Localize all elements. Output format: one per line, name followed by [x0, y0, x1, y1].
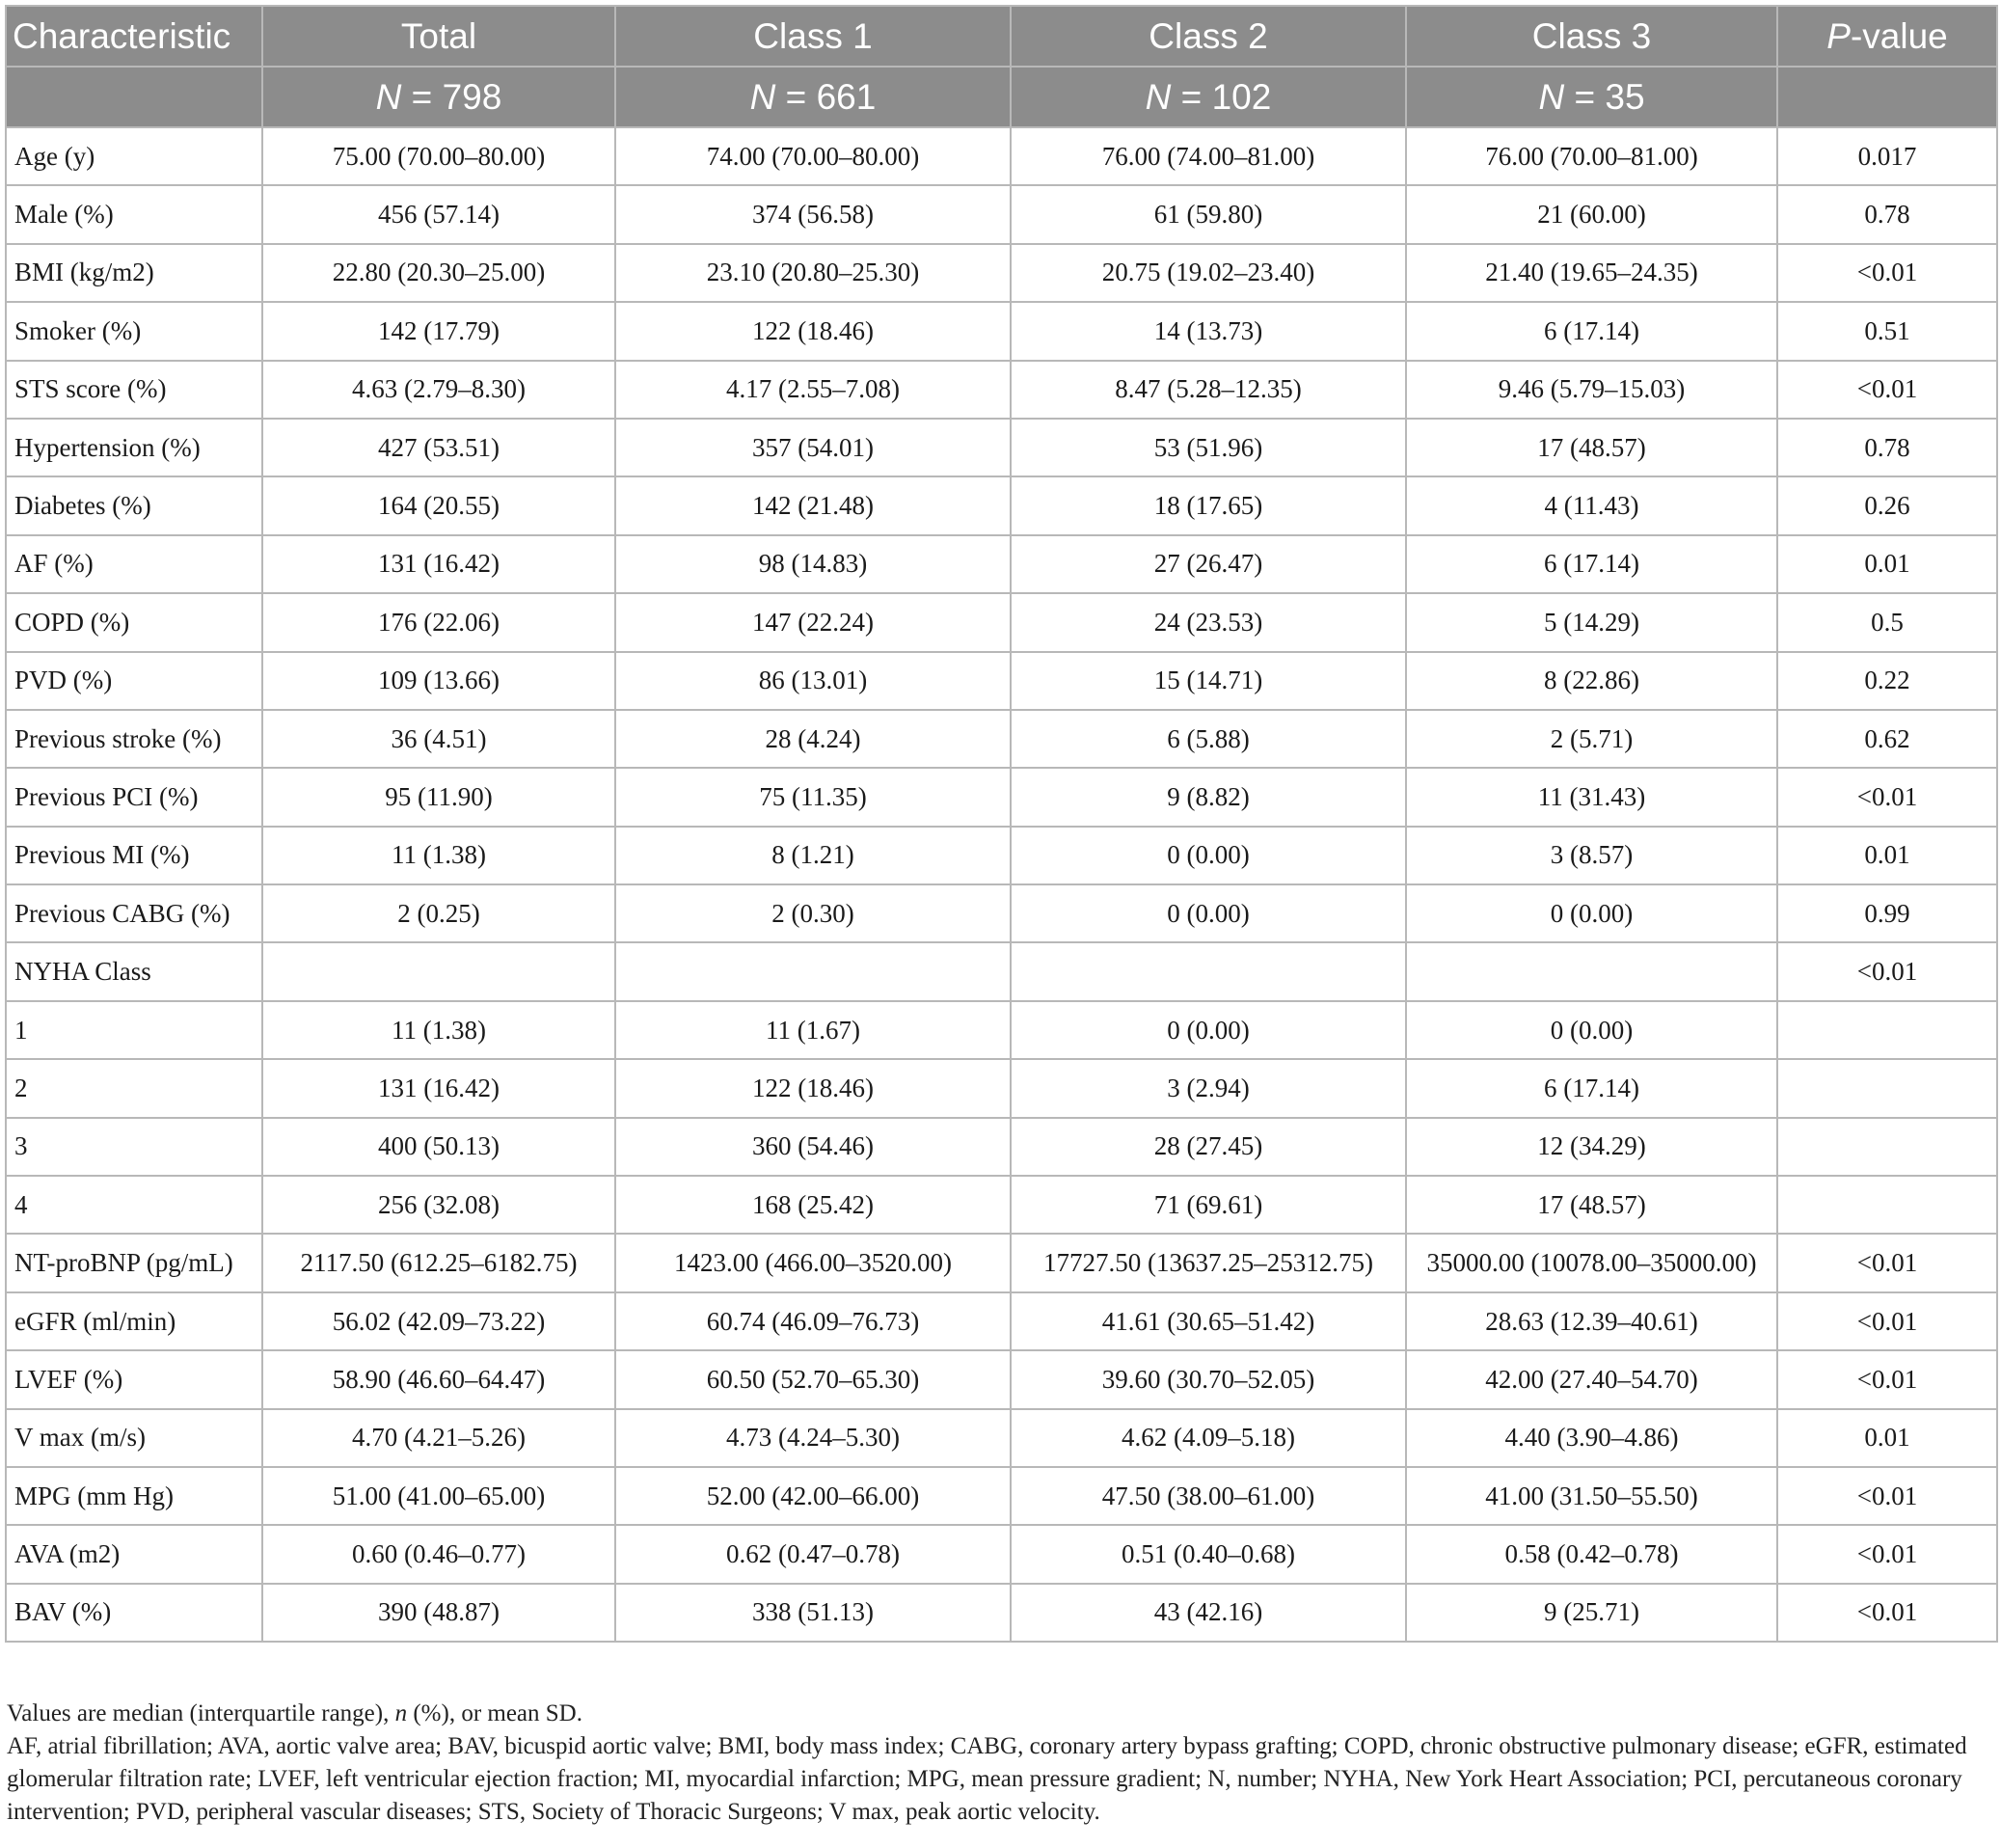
cell-class-3: 4.40 (3.90–4.86)	[1406, 1409, 1777, 1467]
cell-p-value: <0.01	[1777, 1292, 1997, 1350]
cell-total: 142 (17.79)	[262, 302, 615, 360]
row-label: NYHA Class	[6, 942, 262, 1000]
cell-class-2: 8.47 (5.28–12.35)	[1011, 361, 1406, 419]
row-label: AVA (m2)	[6, 1525, 262, 1583]
cell-class-3: 0 (0.00)	[1406, 884, 1777, 942]
cell-p-value: 0.78	[1777, 419, 1997, 476]
cell-total: 11 (1.38)	[262, 827, 615, 884]
table-row	[6, 1409, 1997, 1467]
cell-class-3: 11 (31.43)	[1406, 768, 1777, 826]
cell-class-2: 0.51 (0.40–0.68)	[1011, 1525, 1406, 1583]
row-label: 1	[6, 1001, 262, 1059]
cell-total: 2 (0.25)	[262, 884, 615, 942]
cell-total: 11 (1.38)	[262, 1001, 615, 1059]
cell-total: 51.00 (41.00–65.00)	[262, 1467, 615, 1525]
cell-total: 0.60 (0.46–0.77)	[262, 1525, 615, 1583]
cell-p-value: 0.01	[1777, 535, 1997, 593]
cell-class-1: 4.73 (4.24–5.30)	[615, 1409, 1011, 1467]
cell-class-2: 6 (5.88)	[1011, 710, 1406, 768]
sample-size-empty	[6, 67, 262, 127]
sample-size-p-empty	[1777, 67, 1997, 127]
cell-class-3: 17 (48.57)	[1406, 419, 1777, 476]
cell-class-1: 374 (56.58)	[615, 185, 1011, 243]
footnote-values: Values are median (interquartile range), n (%), or mean SD.	[7, 1700, 582, 1726]
cell-p-value: 0.62	[1777, 710, 1997, 768]
table-row	[6, 185, 1997, 243]
table-body	[6, 127, 1997, 1642]
cell-p-value: 0.78	[1777, 185, 1997, 243]
table-row	[6, 827, 1997, 884]
cell-total: 22.80 (20.30–25.00)	[262, 244, 615, 302]
cell-class-3: 3 (8.57)	[1406, 827, 1777, 884]
cell-class-3: 21.40 (19.65–24.35)	[1406, 244, 1777, 302]
cell-class-2: 4.62 (4.09–5.18)	[1011, 1409, 1406, 1467]
cell-class-1: 122 (18.46)	[615, 1059, 1011, 1117]
row-label: Diabetes (%)	[6, 476, 262, 534]
cell-class-2: 0 (0.00)	[1011, 884, 1406, 942]
header-class-1: Class 1	[615, 6, 1011, 67]
cell-class-2: 14 (13.73)	[1011, 302, 1406, 360]
cell-class-3: 2 (5.71)	[1406, 710, 1777, 768]
cell-class-3: 28.63 (12.39–40.61)	[1406, 1292, 1777, 1350]
cell-class-2: 28 (27.45)	[1011, 1118, 1406, 1176]
cell-total: 390 (48.87)	[262, 1584, 615, 1642]
cell-class-1: 60.74 (46.09–76.73)	[615, 1292, 1011, 1350]
header-characteristic: Characteristic	[6, 6, 262, 67]
table-row	[6, 476, 1997, 534]
cell-total: 75.00 (70.00–80.00)	[262, 127, 615, 185]
cell-total: 131 (16.42)	[262, 535, 615, 593]
cell-total: 95 (11.90)	[262, 768, 615, 826]
cell-p-value: <0.01	[1777, 1584, 1997, 1642]
table-row	[6, 1118, 1997, 1176]
cell-class-2: 76.00 (74.00–81.00)	[1011, 127, 1406, 185]
row-label: BMI (kg/m2)	[6, 244, 262, 302]
cell-p-value: 0.017	[1777, 127, 1997, 185]
table-row	[6, 302, 1997, 360]
cell-total: 164 (20.55)	[262, 476, 615, 534]
row-label: NT-proBNP (pg/mL)	[6, 1234, 262, 1291]
cell-class-1: 1423.00 (466.00–3520.00)	[615, 1234, 1011, 1291]
table-row	[6, 942, 1997, 1000]
row-label: 4	[6, 1176, 262, 1234]
cell-class-1: 28 (4.24)	[615, 710, 1011, 768]
cell-total: 4.70 (4.21–5.26)	[262, 1409, 615, 1467]
sample-size-class-2: N = 102	[1011, 67, 1406, 127]
cell-class-3: 6 (17.14)	[1406, 535, 1777, 593]
cell-class-1	[615, 942, 1011, 1000]
cell-class-2: 0 (0.00)	[1011, 1001, 1406, 1059]
row-label: Hypertension (%)	[6, 419, 262, 476]
cell-class-1: 23.10 (20.80–25.30)	[615, 244, 1011, 302]
cell-class-2: 41.61 (30.65–51.42)	[1011, 1292, 1406, 1350]
cell-class-2: 24 (23.53)	[1011, 593, 1406, 651]
header-p-value	[1777, 6, 1997, 67]
cell-class-1: 74.00 (70.00–80.00)	[615, 127, 1011, 185]
row-label: Previous stroke (%)	[6, 710, 262, 768]
table-row	[6, 1584, 1997, 1642]
cell-class-3: 42.00 (27.40–54.70)	[1406, 1350, 1777, 1408]
cell-class-3: 0 (0.00)	[1406, 1001, 1777, 1059]
cell-class-3: 41.00 (31.50–55.50)	[1406, 1467, 1777, 1525]
cell-total: 109 (13.66)	[262, 652, 615, 710]
cell-total: 36 (4.51)	[262, 710, 615, 768]
cell-class-1: 0.62 (0.47–0.78)	[615, 1525, 1011, 1583]
cell-class-2: 0 (0.00)	[1011, 827, 1406, 884]
table-row	[6, 1059, 1997, 1117]
header-p-rest: -value	[1850, 15, 1948, 56]
row-label: Previous MI (%)	[6, 827, 262, 884]
cell-p-value: 0.51	[1777, 302, 1997, 360]
row-label: Male (%)	[6, 185, 262, 243]
cell-class-1: 75 (11.35)	[615, 768, 1011, 826]
sample-size-class-3: N = 35	[1406, 67, 1777, 127]
cell-total: 456 (57.14)	[262, 185, 615, 243]
cell-p-value: <0.01	[1777, 1234, 1997, 1291]
cell-class-2: 15 (14.71)	[1011, 652, 1406, 710]
header-total: Total	[262, 6, 615, 67]
cell-p-value: 0.26	[1777, 476, 1997, 534]
cell-class-2: 9 (8.82)	[1011, 768, 1406, 826]
table-row	[6, 1525, 1997, 1583]
cell-class-3: 0.58 (0.42–0.78)	[1406, 1525, 1777, 1583]
cell-p-value: 0.5	[1777, 593, 1997, 651]
cell-class-3: 21 (60.00)	[1406, 185, 1777, 243]
header-class-2: Class 2	[1011, 6, 1406, 67]
cell-p-value: <0.01	[1777, 768, 1997, 826]
cell-class-2: 17727.50 (13637.25–25312.75)	[1011, 1234, 1406, 1291]
cell-class-1: 52.00 (42.00–66.00)	[615, 1467, 1011, 1525]
sample-size-total: N = 798	[262, 67, 615, 127]
cell-class-3: 9.46 (5.79–15.03)	[1406, 361, 1777, 419]
cell-class-2: 53 (51.96)	[1011, 419, 1406, 476]
table-row	[6, 884, 1997, 942]
cell-total: 176 (22.06)	[262, 593, 615, 651]
row-label: V max (m/s)	[6, 1409, 262, 1467]
row-label: BAV (%)	[6, 1584, 262, 1642]
cell-class-2	[1011, 942, 1406, 1000]
cell-p-value	[1777, 1001, 1997, 1059]
cell-class-1: 8 (1.21)	[615, 827, 1011, 884]
cell-class-3: 6 (17.14)	[1406, 302, 1777, 360]
footnote-abbreviations: AF, atrial fibrillation; AVA, aortic valve area; BAV, bicuspid aortic valve; BMI, body mass index; CABG, coronary artery bypass grafting; COPD, chronic obstructive pulmonary disease; eGFR, estimated glomerular filtration rate; LVEF, left ventricular ejection fraction; MI, myocardial infarction; MPG, mean pressure gradient; N, number; NYHA, New York Heart Association; PCI, percutaneous coronary intervention; PVD, peripheral vascular diseases; STS, Society of Thoracic Surgeons; V max, peak aortic velocity.	[7, 1733, 1967, 1825]
cell-class-3: 12 (34.29)	[1406, 1118, 1777, 1176]
cell-p-value: 0.22	[1777, 652, 1997, 710]
cell-p-value	[1777, 1118, 1997, 1176]
table-row	[6, 1176, 1997, 1234]
cell-class-1: 357 (54.01)	[615, 419, 1011, 476]
cell-p-value	[1777, 1176, 1997, 1234]
cell-class-2: 47.50 (38.00–61.00)	[1011, 1467, 1406, 1525]
table-container	[5, 5, 1996, 1643]
cell-class-1: 98 (14.83)	[615, 535, 1011, 593]
table-row	[6, 1350, 1997, 1408]
cell-class-1: 168 (25.42)	[615, 1176, 1011, 1234]
cell-p-value: <0.01	[1777, 1350, 1997, 1408]
cell-p-value: <0.01	[1777, 244, 1997, 302]
table-row	[6, 419, 1997, 476]
table-row	[6, 1001, 1997, 1059]
cell-class-1: 338 (51.13)	[615, 1584, 1011, 1642]
cell-class-1: 147 (22.24)	[615, 593, 1011, 651]
row-label: eGFR (ml/min)	[6, 1292, 262, 1350]
cell-class-1: 60.50 (52.70–65.30)	[615, 1350, 1011, 1408]
table-row	[6, 710, 1997, 768]
cell-class-2: 61 (59.80)	[1011, 185, 1406, 243]
row-label: STS score (%)	[6, 361, 262, 419]
cell-total: 131 (16.42)	[262, 1059, 615, 1117]
cell-class-3: 5 (14.29)	[1406, 593, 1777, 651]
cell-class-3: 17 (48.57)	[1406, 1176, 1777, 1234]
cell-total: 400 (50.13)	[262, 1118, 615, 1176]
cell-class-3: 76.00 (70.00–81.00)	[1406, 127, 1777, 185]
table-row	[6, 127, 1997, 185]
cell-class-3	[1406, 942, 1777, 1000]
row-label: Age (y)	[6, 127, 262, 185]
cell-p-value: <0.01	[1777, 1467, 1997, 1525]
cell-class-3: 4 (11.43)	[1406, 476, 1777, 534]
row-label: Previous PCI (%)	[6, 768, 262, 826]
cell-total: 4.63 (2.79–8.30)	[262, 361, 615, 419]
cell-class-2: 71 (69.61)	[1011, 1176, 1406, 1234]
row-label: 2	[6, 1059, 262, 1117]
cell-p-value: <0.01	[1777, 942, 1997, 1000]
row-label: 3	[6, 1118, 262, 1176]
cell-class-3: 8 (22.86)	[1406, 652, 1777, 710]
row-label: AF (%)	[6, 535, 262, 593]
table-row	[6, 593, 1997, 651]
cell-class-1: 4.17 (2.55–7.08)	[615, 361, 1011, 419]
header-row	[6, 6, 1997, 67]
cell-class-3: 6 (17.14)	[1406, 1059, 1777, 1117]
cell-p-value: 0.01	[1777, 827, 1997, 884]
cell-class-2: 18 (17.65)	[1011, 476, 1406, 534]
sample-size-class-1: N = 661	[615, 67, 1011, 127]
cell-p-value	[1777, 1059, 1997, 1117]
cell-class-1: 360 (54.46)	[615, 1118, 1011, 1176]
sample-size-row	[6, 67, 1997, 127]
cell-class-3: 9 (25.71)	[1406, 1584, 1777, 1642]
row-label: COPD (%)	[6, 593, 262, 651]
table-header	[6, 6, 1997, 127]
row-label: Previous CABG (%)	[6, 884, 262, 942]
cell-p-value: <0.01	[1777, 1525, 1997, 1583]
header-class-3: Class 3	[1406, 6, 1777, 67]
cell-class-1: 122 (18.46)	[615, 302, 1011, 360]
cell-total: 256 (32.08)	[262, 1176, 615, 1234]
characteristics-table	[5, 5, 1998, 1643]
row-label: LVEF (%)	[6, 1350, 262, 1408]
cell-class-1: 142 (21.48)	[615, 476, 1011, 534]
cell-total: 58.90 (46.60–64.47)	[262, 1350, 615, 1408]
cell-total: 427 (53.51)	[262, 419, 615, 476]
cell-total: 56.02 (42.09–73.22)	[262, 1292, 615, 1350]
cell-p-value: <0.01	[1777, 361, 1997, 419]
row-label: MPG (mm Hg)	[6, 1467, 262, 1525]
cell-class-2: 27 (26.47)	[1011, 535, 1406, 593]
table-footnotes	[7, 1698, 1993, 1829]
table-row	[6, 244, 1997, 302]
table-row	[6, 1234, 1997, 1291]
row-label: PVD (%)	[6, 652, 262, 710]
cell-class-2: 39.60 (30.70–52.05)	[1011, 1350, 1406, 1408]
table-row	[6, 1292, 1997, 1350]
table-row	[6, 535, 1997, 593]
cell-class-2: 20.75 (19.02–23.40)	[1011, 244, 1406, 302]
cell-class-2: 3 (2.94)	[1011, 1059, 1406, 1117]
cell-p-value: 0.01	[1777, 1409, 1997, 1467]
table-row	[6, 768, 1997, 826]
table-row	[6, 361, 1997, 419]
cell-class-2: 43 (42.16)	[1011, 1584, 1406, 1642]
table-row	[6, 652, 1997, 710]
cell-class-3: 35000.00 (10078.00–35000.00)	[1406, 1234, 1777, 1291]
row-label: Smoker (%)	[6, 302, 262, 360]
cell-total	[262, 942, 615, 1000]
header-p-letter: P	[1826, 15, 1851, 56]
cell-total: 2117.50 (612.25–6182.75)	[262, 1234, 615, 1291]
cell-p-value: 0.99	[1777, 884, 1997, 942]
cell-class-1: 2 (0.30)	[615, 884, 1011, 942]
table-row	[6, 1467, 1997, 1525]
cell-class-1: 11 (1.67)	[615, 1001, 1011, 1059]
cell-class-1: 86 (13.01)	[615, 652, 1011, 710]
